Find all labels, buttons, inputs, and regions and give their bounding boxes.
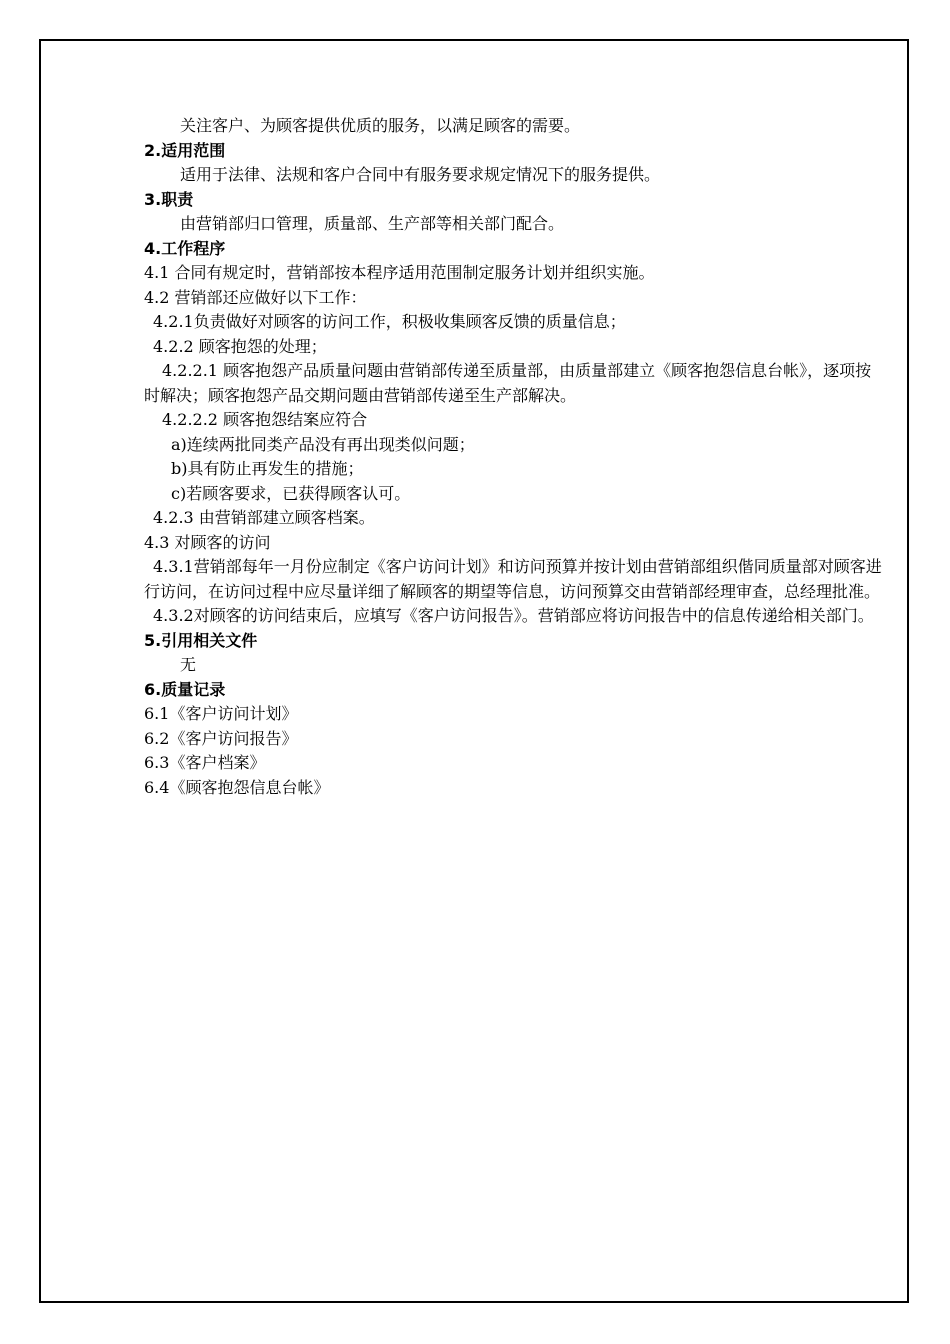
quality-record-item: 6.4《顾客抱怨信息台帐》 — [144, 777, 330, 797]
intro-paragraph: 关注客户、为顾客提供优质的服务，以满足顾客的需要。 — [180, 116, 581, 135]
quality-record-item: 6.2《客户访问报告》 — [144, 728, 298, 748]
section-5-body: 无 — [180, 655, 197, 674]
section-5-heading: 5.引用相关文件 — [144, 630, 258, 650]
clause-4-2-1: 4.2.1负责做好对顾客的访问工作，积极收集顾客反馈的质量信息； — [153, 312, 626, 331]
clause-4-2: 4.2 营销部还应做好以下工作： — [144, 287, 367, 307]
clause-4-3: 4.3 对顾客的访问 — [144, 532, 271, 552]
section-3-body: 由营销部归口管理，质量部、生产部等相关部门配合。 — [180, 214, 565, 233]
section-2-body: 适用于法律、法规和客户合同中有服务要求规定情况下的服务提供。 — [180, 165, 661, 184]
list-item-a: a)连续两批同类产品没有再出现类似问题； — [171, 434, 475, 454]
section-4-heading: 4.工作程序 — [144, 238, 226, 258]
section-3-heading: 3.职责 — [144, 189, 194, 209]
clause-4-2-3: 4.2.3 由营销部建立顾客档案。 — [153, 508, 375, 527]
quality-record-item: 6.1《客户访问计划》 — [144, 704, 298, 723]
list-item-b: b)具有防止再发生的措施； — [171, 459, 364, 478]
clause-4-2-2-2: 4.2.2.2 顾客抱怨结案应符合 — [162, 410, 368, 429]
section-2-heading: 2.适用范围 — [144, 140, 226, 160]
clause-4-3-1: 4.3.1营销部每年一月份应制定《客户访问计划》和访问预算并按计划由营销部组织偕同质量部对顾客进行访问，在访问过程中应尽量详细了解顾客的期望等信息，访问预算交由营销部经理审查，总经理批准。 — [144, 557, 882, 601]
quality-record-item: 6.3《客户档案》 — [144, 753, 266, 772]
clause-4-2-2-1: 4.2.2.1 顾客抱怨产品质量问题由营销部传递至质量部，由质量部建立《顾客抱怨信息台帐》，逐项按时解决；顾客抱怨产品交期问题由营销部传递至生产部解决。 — [144, 361, 872, 405]
list-item-c: c)若顾客要求，已获得顾客认可。 — [171, 483, 411, 503]
section-6-heading: 6.质量记录 — [144, 679, 226, 699]
document-body — [144, 114, 884, 800]
clause-4-2-2: 4.2.2 顾客抱怨的处理； — [153, 336, 327, 356]
clause-4-1: 4.1 合同有规定时，营销部按本程序适用范围制定服务计划并组织实施。 — [144, 263, 655, 282]
clause-4-3-2: 4.3.2对顾客的访问结束后，应填写《客户访问报告》。营销部应将访问报告中的信息传递给相关部门。 — [153, 606, 874, 625]
